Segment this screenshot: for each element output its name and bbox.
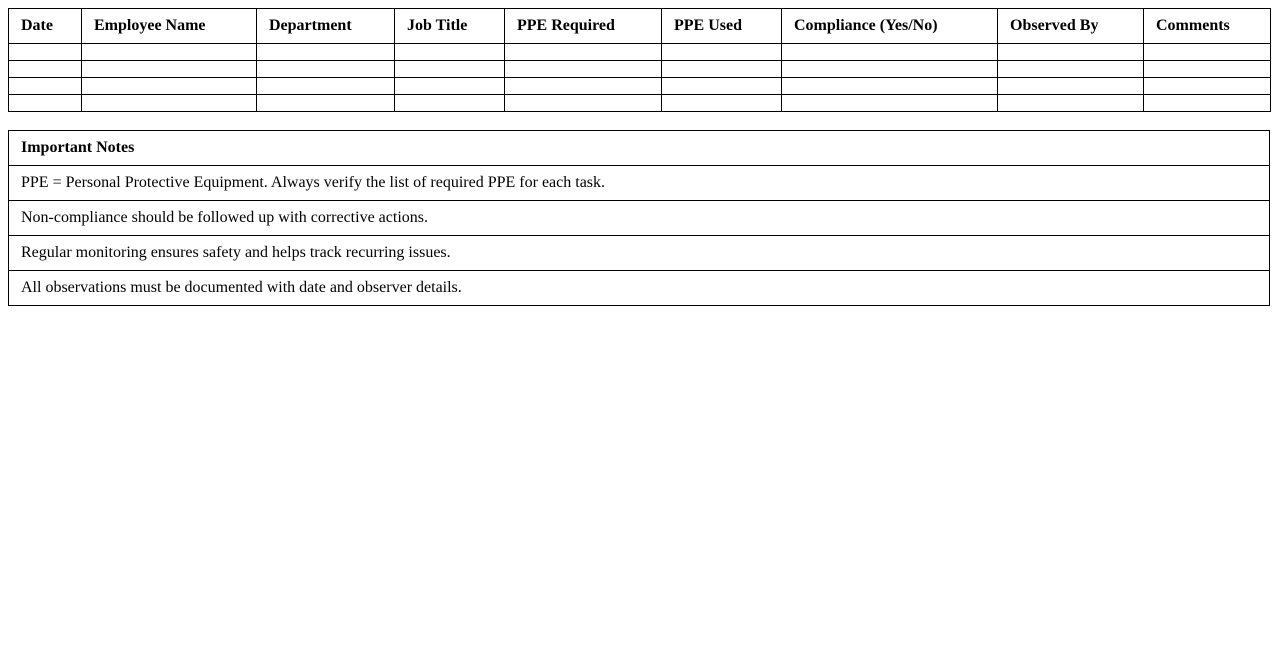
table-cell[interactable] bbox=[998, 95, 1144, 112]
table-cell[interactable] bbox=[82, 44, 257, 61]
table-cell[interactable] bbox=[395, 61, 505, 78]
table-cell[interactable] bbox=[82, 95, 257, 112]
table-cell[interactable] bbox=[395, 78, 505, 95]
table-cell[interactable] bbox=[257, 44, 395, 61]
table-row bbox=[9, 61, 1271, 78]
table-header-row bbox=[9, 9, 1271, 44]
table-row bbox=[9, 78, 1271, 95]
table-cell[interactable] bbox=[9, 61, 82, 78]
column-header-ppe-required: PPE Required bbox=[505, 9, 662, 44]
table-row bbox=[9, 44, 1271, 61]
table-cell[interactable] bbox=[505, 78, 662, 95]
table-cell[interactable] bbox=[662, 61, 782, 78]
table-cell[interactable] bbox=[82, 61, 257, 78]
table-cell[interactable] bbox=[9, 95, 82, 112]
notes-header-row bbox=[9, 131, 1270, 166]
table-cell[interactable] bbox=[505, 95, 662, 112]
table-cell[interactable] bbox=[1144, 78, 1271, 95]
table-cell[interactable] bbox=[257, 95, 395, 112]
list-item bbox=[9, 166, 1270, 201]
column-header-ppe-used: PPE Used bbox=[662, 9, 782, 44]
table-cell[interactable] bbox=[1144, 61, 1271, 78]
table-cell[interactable] bbox=[782, 78, 998, 95]
column-header-date: Date bbox=[9, 9, 82, 44]
important-notes-table bbox=[8, 130, 1270, 306]
table-cell[interactable] bbox=[82, 78, 257, 95]
column-header-compliance: Compliance (Yes/No) bbox=[782, 9, 998, 44]
table-cell[interactable] bbox=[782, 95, 998, 112]
table-row bbox=[9, 95, 1271, 112]
column-header-observed-by: Observed By bbox=[998, 9, 1144, 44]
note-text: Non-compliance should be followed up with corrective actions. bbox=[9, 201, 1270, 236]
table-cell[interactable] bbox=[998, 44, 1144, 61]
table-cell[interactable] bbox=[395, 44, 505, 61]
table-cell[interactable] bbox=[662, 95, 782, 112]
note-text: All observations must be documented with date and observer details. bbox=[9, 271, 1270, 306]
column-header-department: Department bbox=[257, 9, 395, 44]
list-item bbox=[9, 271, 1270, 306]
column-header-comments: Comments bbox=[1144, 9, 1271, 44]
table-cell[interactable] bbox=[257, 78, 395, 95]
table-cell[interactable] bbox=[662, 78, 782, 95]
table-cell[interactable] bbox=[782, 61, 998, 78]
note-text: PPE = Personal Protective Equipment. Always verify the list of required PPE for each task. bbox=[9, 166, 1270, 201]
table-cell[interactable] bbox=[257, 61, 395, 78]
note-text: Regular monitoring ensures safety and helps track recurring issues. bbox=[9, 236, 1270, 271]
column-header-employee-name: Employee Name bbox=[82, 9, 257, 44]
table-cell[interactable] bbox=[782, 44, 998, 61]
table-cell[interactable] bbox=[998, 78, 1144, 95]
table-cell[interactable] bbox=[9, 78, 82, 95]
list-item bbox=[9, 236, 1270, 271]
table-cell[interactable] bbox=[1144, 44, 1271, 61]
table-cell[interactable] bbox=[395, 95, 505, 112]
list-item bbox=[9, 201, 1270, 236]
table-cell[interactable] bbox=[998, 61, 1144, 78]
notes-heading: Important Notes bbox=[9, 131, 1270, 166]
table-cell[interactable] bbox=[505, 61, 662, 78]
ppe-compliance-log-table bbox=[8, 8, 1271, 112]
table-cell[interactable] bbox=[9, 44, 82, 61]
table-cell[interactable] bbox=[505, 44, 662, 61]
table-cell[interactable] bbox=[662, 44, 782, 61]
table-cell[interactable] bbox=[1144, 95, 1271, 112]
column-header-job-title: Job Title bbox=[395, 9, 505, 44]
